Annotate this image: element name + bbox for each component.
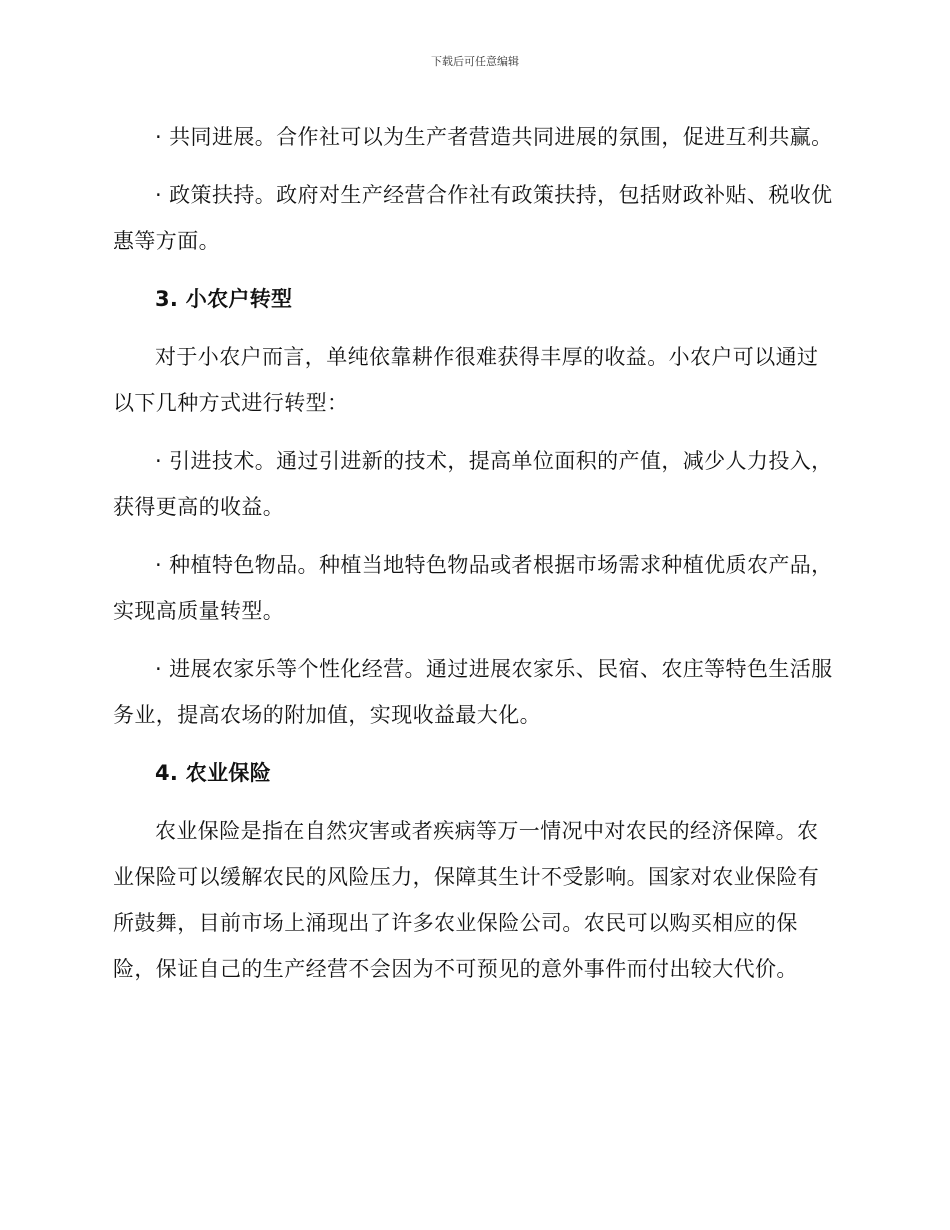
paragraph-agricultural-insurance: 农业保险是指在自然灾害或者疾病等万一情况中对农民的经济保障。农业保险可以缓解农民的风险压力，保障其生计不受影响。国家对农业保险有所鼓舞，目前市场上涌现出了许多农业保险公司。农民可以购买相应的保险，保证自己的生产经营不会因为不可预见的意外事件而付出较大代价。 — [113, 819, 820, 981]
document-body — [113, 114, 835, 1004]
bullet-paragraph-policy-support: · 政策扶持。政府对生产经营合作社有政策扶持，包括财政补贴、税收优惠等方面。 — [113, 183, 833, 253]
bullet-paragraph-agritourism: · 进展农家乐等个性化经营。通过进展农家乐、民宿、农庄等特色生活服务业，提高农场的附加值，实现收益最大化。 — [113, 657, 833, 727]
bullet-paragraph-specialty-crops: · 种植特色物品。种植当地特色物品或者根据市场需求种植优质农产品，实现高质量转型。 — [113, 553, 833, 623]
section-heading-smallholder-transformation: 3. 小农户转型 — [155, 287, 293, 311]
paragraph-smallholder-intro: 对于小农户而言，单纯依靠耕作很难获得丰厚的收益。小农户可以通过以下几种方式进行转型： — [113, 345, 819, 415]
page-header: 下载后可任意编辑 — [431, 55, 519, 68]
bullet-paragraph-introduce-technology: · 引进技术。通过引进新的技术，提高单位面积的产值，减少人力投入，获得更高的收益。 — [113, 449, 833, 519]
section-heading-agricultural-insurance: 4. 农业保险 — [155, 761, 271, 785]
bullet-paragraph-common-progress: · 共同进展。合作社可以为生产者营造共同进展的氛围，促进互利共赢。 — [155, 125, 833, 149]
